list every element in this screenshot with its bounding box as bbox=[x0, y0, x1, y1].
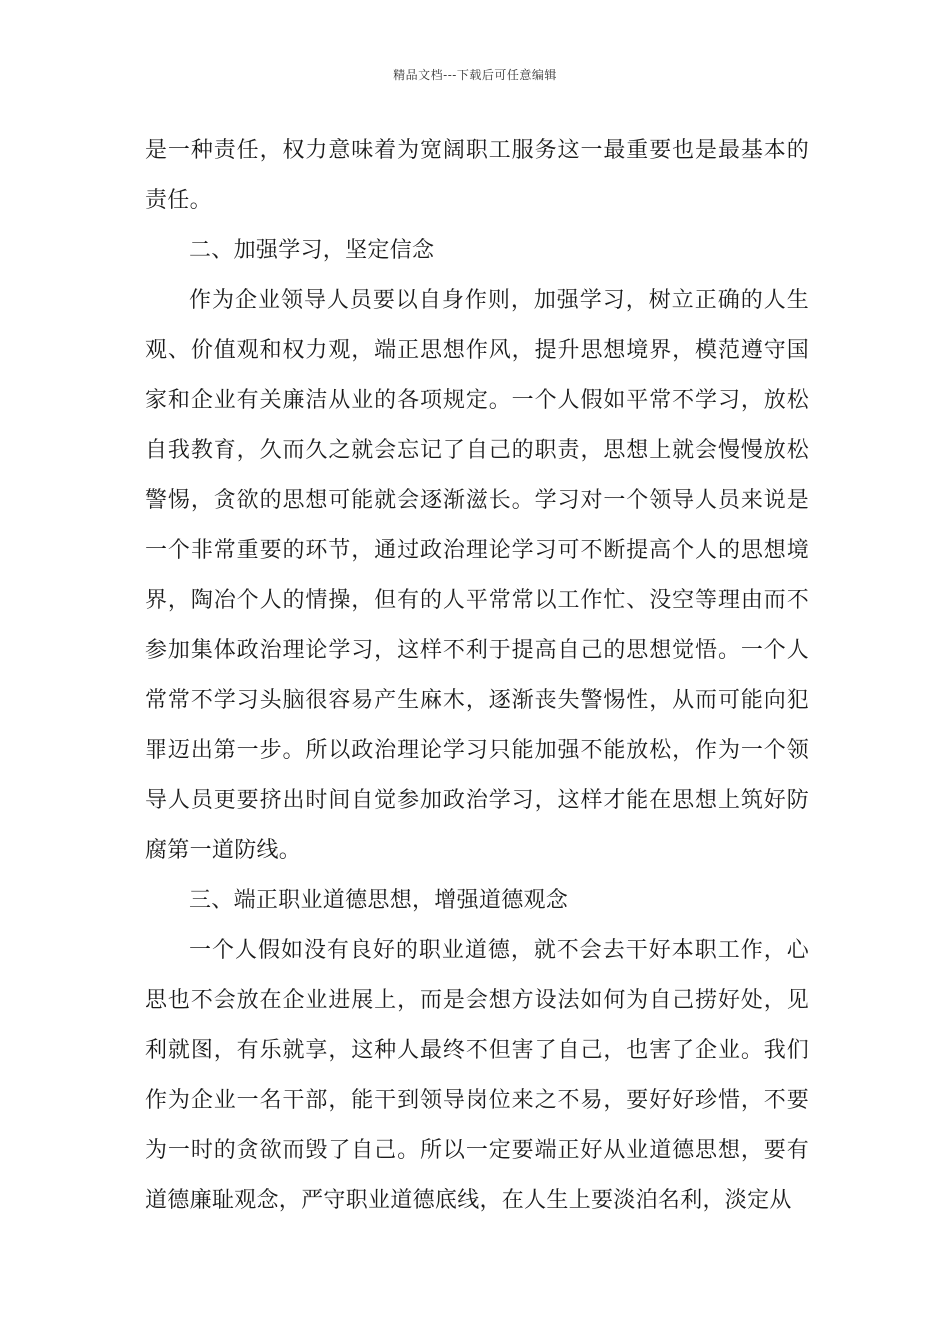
section-heading-2: 二、加强学习，坚定信念 bbox=[189, 238, 435, 263]
paragraph-1: 是一种责任，权力意味着为宽阔职工服务这一最重要也是最基本的责任。 bbox=[145, 138, 809, 213]
section-heading-3: 三、端正职业道德思想，增强道德观念 bbox=[189, 888, 569, 913]
paragraph-3: 一个人假如没有良好的职业道德，就不会去干好本职工作，心思也不会放在企业进展上，而是会想方设法如何为自己捞好处，见利就图，有乐就享，这种人最终不但害了自己，也害了企业。我们作为企业一名干部，能干到领导岗位来之不易，要好好珍惜，不要为一时的贪欲而毁了自己。所以一定要端正好从业道德思想，要有道德廉耻观念，严守职业道德底线，在人生上要淡泊名利，淡定从 bbox=[145, 938, 809, 1213]
page-header: 精品文档---下载后可任意编辑 bbox=[393, 68, 557, 82]
document-body bbox=[145, 126, 809, 1226]
paragraph-2: 作为企业领导人员要以自身作则，加强学习，树立正确的人生观、价值观和权力观，端正思想作风，提升思想境界，模范遵守国家和企业有关廉洁从业的各项规定。一个人假如平常不学习，放松自我教育，久而久之就会忘记了自己的职责，思想上就会慢慢放松警惕，贪欲的思想可能就会逐渐滋长。学习对一个领导人员来说是一个非常重要的环节，通过政治理论学习可不断提高个人的思想境界，陶冶个人的情操，但有的人平常常以工作忙、没空等理由而不参加集体政治理论学习，这样不利于提高自己的思想觉悟。一个人常常不学习头脑很容易产生麻木，逐渐丧失警惕性，从而可能向犯罪迈出第一步。所以政治理论学习只能加强不能放松，作为一个领导人员更要挤出时间自觉参加政治学习，这样才能在思想上筑好防腐第一道防线。 bbox=[145, 288, 809, 863]
